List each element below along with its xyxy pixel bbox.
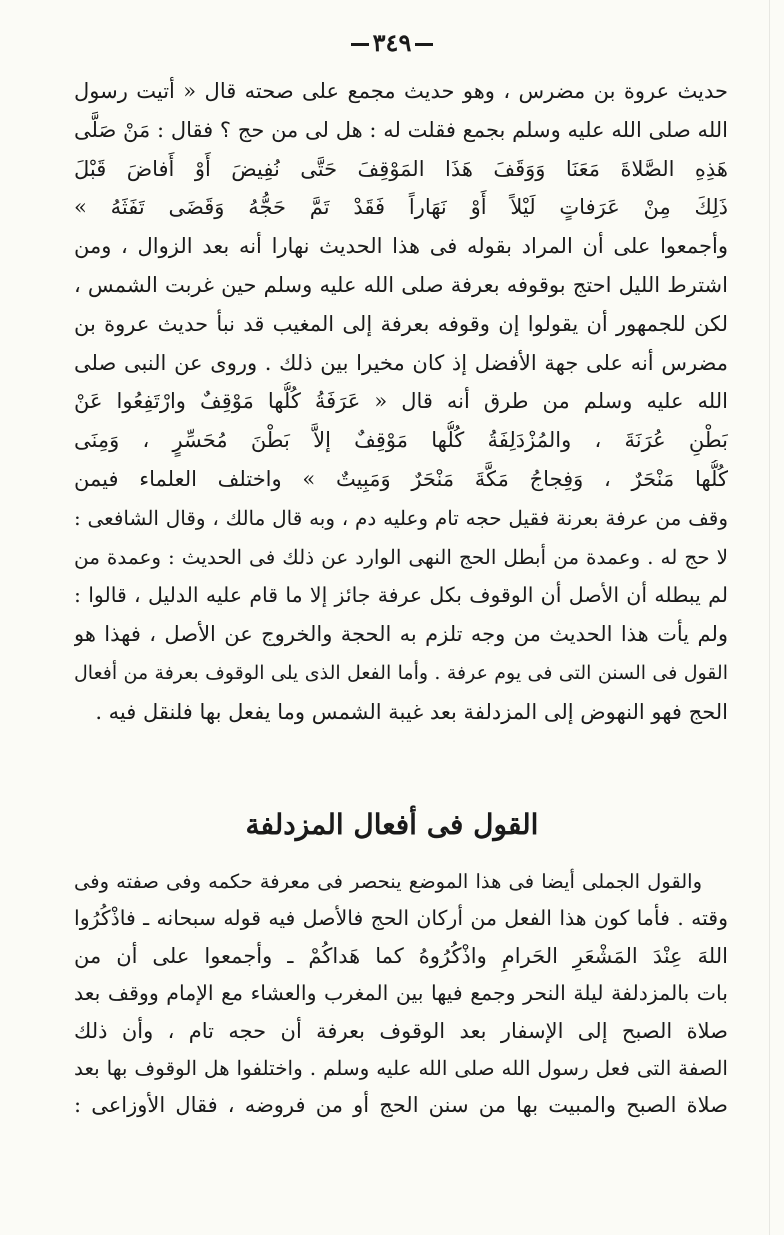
text-line: الله عليه وسلم من طرق أنه قال « عَرَفَةُ كُلُّها مَوْقِفٌ وارْتَفِعُوا عَنْ — [74, 389, 728, 414]
text-line: اللهَ عِنْدَ المَشْعَرِ الحَرامِ واذْكُرُوهُ كما هَداكُمْ ـ وأجمعوا على أن من — [74, 943, 728, 968]
text-line: الحج فهو النهوض إلى المزدلفة بعد غيبة الشمس وما يفعل بها فلنقل فيه . — [95, 699, 728, 724]
text-line: كُلُّها مَنْحَرٌ ، وَفِجاجُ مَكَّةَ مَنْحَرٌ وَمَبِيتٌ » واختلف العلماء فيمن — [74, 466, 728, 491]
text-line: وقته . فأما كون هذا الفعل من أركان الحج فالأصل فيه قوله سبحانه ـ فاذْكُرُوا — [74, 906, 728, 931]
text-line: حديث عروة بن مضرس ، وهو حديث مجمع على صحته قال « أتيت رسول — [74, 79, 728, 103]
text-line: بات بالمزدلفة ليلة النحر وجمع فيها بين المغرب والعشاء مع الإمام ووقف بعد — [74, 981, 728, 1006]
section-heading: القول فى أفعال المزدلفة — [245, 808, 539, 841]
text-line: بَطْنِ عُرَنَةَ ، والمُزْدَلِفَةُ كُلُّها مَوْقِفٌ إلاَّ بَطْنَ مُحَسِّرٍ ، وَمِنَى — [74, 428, 728, 453]
page-number-dash-left — [351, 43, 369, 46]
page-number-dash-right — [415, 43, 433, 46]
text-line: لم يبطله أن الأصل أن الوقوف بكل عرفة جائز إلا ما قام عليه الدليل ، قالوا : — [74, 583, 728, 608]
text-line: صلاة الصبح إلى الإسفار بعد الوقوف بعرفة أن حجه تام ، وأن ذلك — [74, 1018, 728, 1043]
text-line: الله صلى الله عليه وسلم بجمع فقلت له : هل لى من حج ؟ فقال : مَنْ صَلَّى — [74, 117, 728, 142]
text-line: لكن للجمهور أن يقولوا إن وقوفه بعرفة إلى المغيب قد نبأ حديث عروة بن — [74, 311, 728, 336]
text-line: القول فى السنن التى فى يوم عرفة . وأما الفعل الذى يلى الوقوف بعرفة من أفعال — [74, 661, 728, 684]
text-line: هَذِهِ الصَّلاةَ مَعَنَا وَوَقَفَ هَذَا المَوْقِفَ حَتَّى نُفِيضَ أَوْ أَفاضَ قَبْلَ — [74, 156, 728, 181]
paragraph-1 — [74, 72, 728, 732]
text-line: وأجمعوا على أن المراد بقوله فى هذا الحديث نهارا أنه بعد الزوال ، ومن — [74, 234, 728, 259]
text-line: وقف من عرفة بعرنة فقيل حجه تام وعليه دم ، وبه قال مالك ، وقال الشافعى : — [74, 505, 728, 530]
paragraph-2 — [74, 863, 728, 1125]
text-line: والقول الجملى أيضا فى هذا الموضع ينحصر فى معرفة حكمه وفى صفته وفى — [74, 870, 702, 893]
page-edge-line — [769, 0, 770, 1235]
text-line: ولم يأت هذا الحديث من وجه تلزم به الحجة والخروج عن الأصل ، فهذا هو — [74, 622, 728, 647]
text-line: مضرس أنه على جهة الأفضل إذ كان مخيرا بين ذلك . وروى عن النبى صلى — [74, 350, 728, 375]
text-line: الصفة التى فعل رسول الله صلى الله عليه وسلم . واختلفوا هل الوقوف بها بعد — [74, 1055, 728, 1080]
text-line: اشترط الليل احتج بوقوفه بعرفة صلى الله عليه وسلم حين غربت الشمس ، — [74, 272, 728, 297]
text-line: لا حج له . وعمدة من أبطل الحج النهى الوارد عن ذلك فى الحديث : وعمدة من — [74, 544, 728, 569]
page-number-value: ٣٤٩ — [372, 28, 412, 57]
text-line: صلاة الصبح والمبيت بها من سنن الحج أو من فروضه ، فقال الأوزاعى : — [74, 1093, 728, 1118]
page-number — [0, 28, 784, 57]
text-line: ذَلِكَ مِنْ عَرَفاتٍ لَيْلاً أَوْ نَهَاراً فَقَدْ تَمَّ حَجُّهُ وَقَضَى تَفَثَهُ » — [74, 195, 728, 220]
